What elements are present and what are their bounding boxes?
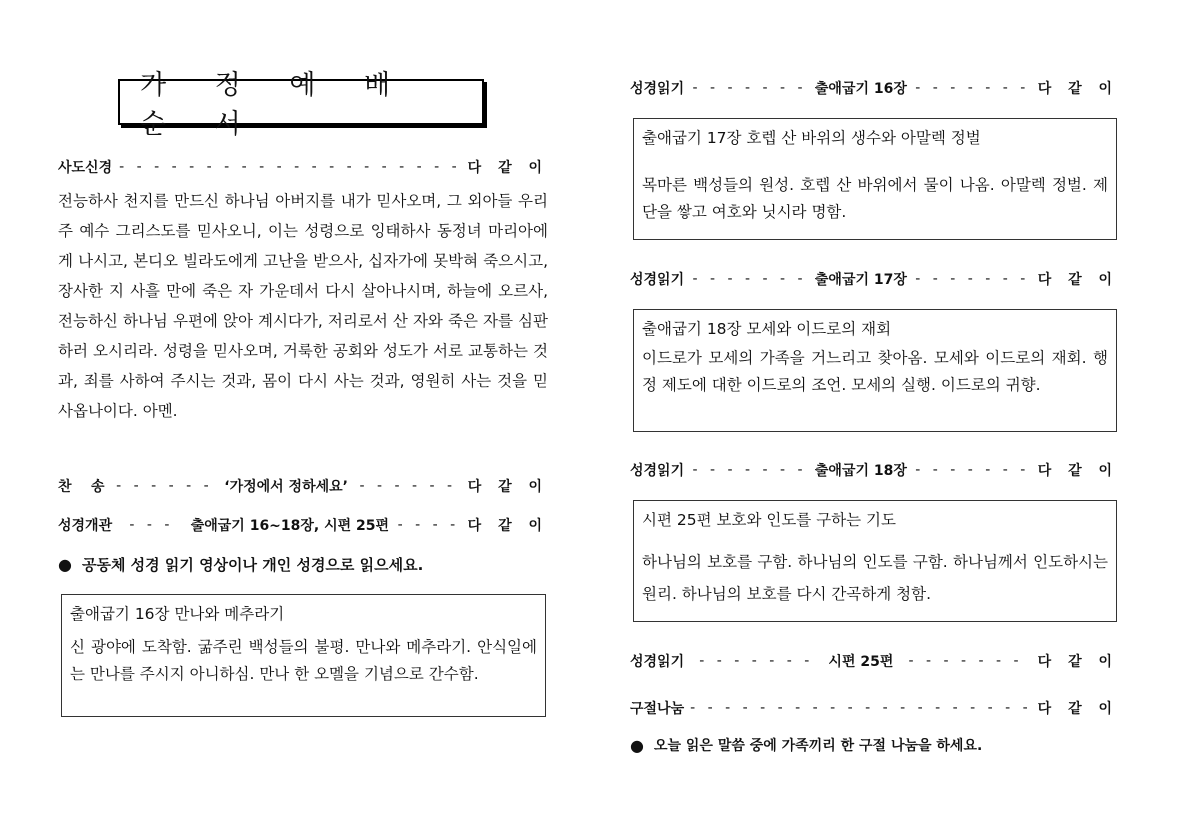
summary-body: 하나님의 보호를 구함. 하나님의 인도를 구함. 하나님께서 인도하시는 원리. 하나님의 보호를 다시 간곡하게 청함.: [642, 553, 1108, 603]
reading-row-3: [630, 460, 1118, 480]
reading-label: 성경읽기: [630, 463, 685, 479]
creed-dashes: - - - - - - - - - - - - - - - - - - - -: [119, 159, 461, 175]
hymn-dashes-b: - - - - - -: [359, 478, 457, 494]
reading-dashes-a: - - - - - - -: [692, 271, 807, 287]
reading-dashes-b: - - - - - - -: [915, 80, 1030, 96]
share-note: [630, 735, 982, 755]
creed-label: 사도신경: [58, 160, 113, 176]
reading-end: 다 같 이: [1037, 654, 1118, 670]
creed-end: 다 같 이: [467, 160, 548, 176]
reading-end: 다 같 이: [1037, 272, 1119, 288]
reading-row-2: [630, 269, 1118, 289]
summary-box-ex16: [61, 594, 546, 717]
summary-body: 신 광야에 도착함. 굶주린 백성들의 불평. 만나와 메추라기. 안식일에는 만나를 주시지 아니하심. 만나 한 오멜을 기념으로 간수함.: [70, 638, 537, 683]
reading-dashes-a: - - - - - - -: [692, 462, 807, 478]
summary-box-ps25: [633, 500, 1117, 622]
reading-passage: 출애굽기 18장: [814, 463, 907, 479]
reading-passage: 시편 25편: [828, 654, 894, 670]
summary-heading: 시편 25편 보호와 인도를 구하는 기도: [642, 511, 896, 529]
reading-label: 성경읽기: [630, 654, 685, 670]
overview-middle: 출애굽기 16~18장, 시편 25편: [190, 518, 390, 534]
reading-passage: 출애굽기 17장: [814, 272, 907, 288]
reading-dashes-a: - - - - - - -: [692, 80, 807, 96]
hymn-dashes-a: - - - - - -: [116, 478, 213, 494]
summary-heading: 출애굽기 18장 모세와 이드로의 재회: [642, 320, 892, 338]
summary-heading: 출애굽기 17장 호렙 산 바위의 생수와 아말렉 정벌: [642, 129, 981, 147]
reading-label: 성경읽기: [630, 81, 685, 97]
share-row: [630, 698, 1118, 718]
reading-end: 다 같 이: [1037, 81, 1119, 97]
bullet-icon: ●: [58, 555, 72, 574]
creed-row: [58, 157, 548, 177]
reading-dashes-b: - - - - - - -: [915, 462, 1030, 478]
reading-passage: 출애굽기 16장: [814, 81, 907, 97]
share-note-text: 오늘 읽은 말씀 중에 가족끼리 한 구절 나눔을 하세요.: [653, 738, 983, 754]
summary-box-ex17: [633, 118, 1117, 240]
hymn-end: 다 같 이: [467, 479, 549, 495]
reading-label: 성경읽기: [630, 272, 685, 288]
reading-end: 다 같 이: [1037, 463, 1119, 479]
share-dashes: - - - - - - - - - - - - - - - - - - - -: [690, 700, 1032, 716]
hymn-label: 찬 송: [58, 479, 105, 495]
reading-dashes-b: - - - - - - -: [915, 271, 1030, 287]
page-title: 가 정 예 배 순 서: [118, 79, 484, 125]
overview-row: [58, 515, 548, 535]
reading-note-text: 공동체 성경 읽기 영상이나 개인 성경으로 읽으세요.: [81, 556, 424, 574]
creed-text: 전능하사 천지를 만드신 하나님 아버지를 내가 믿사오며, 그 외아들 우리 주 예수 그리스도를 믿사오니, 이는 성령으로 잉태하사 동정녀 마리아에게 나시고, 본디오 빌라도에게 고난을 받으사, 십자가에 못박혀 죽으시고, 장사한 지 사흘 만에 죽은 자 가운데서 다시 살아나시며, 하늘에 오르사, 전능하신 하나님 우편에 앉아 계시다가, 저리로서 산 자와 죽은 자를 심판하러 오시리라. 성령을 믿사오며, 거룩한 공회와 성도가 서로 교통하는 것과, 죄를 사하여 주시는 것과, 몸이 다시 사는 것과, 영원히 사는 것을 믿사옵나이다. 아멘.: [58, 192, 548, 420]
overview-end: 다 같 이: [467, 518, 548, 534]
reading-row-4: [630, 651, 1118, 671]
overview-label: 성경개관: [58, 518, 113, 534]
summary-box-ex18: [633, 309, 1117, 432]
bullet-icon: ●: [630, 735, 644, 755]
reading-row-1: [630, 78, 1118, 98]
overview-dashes-a: - - -: [129, 517, 174, 533]
hymn-row: [58, 476, 548, 496]
reading-dashes-a: - - - - - - -: [699, 653, 814, 669]
reading-note: [58, 554, 423, 575]
share-label: 구절나눔: [630, 701, 685, 717]
share-end: 다 같 이: [1037, 701, 1118, 717]
summary-heading: 출애굽기 16장 만나와 메추라기: [70, 605, 285, 623]
summary-body: 이드로가 모세의 가족을 거느리고 찾아옴. 모세와 이드로의 재회. 행정 제도에 대한 이드로의 조언. 모세의 실행. 이드로의 귀향.: [642, 349, 1108, 394]
summary-body: 목마른 백성들의 원성. 호렙 산 바위에서 물이 나옴. 아말렉 정벌. 제단을 쌓고 여호와 닛시라 명함.: [642, 176, 1108, 221]
overview-dashes-b: - - - -: [397, 517, 460, 533]
reading-dashes-b: - - - - - - -: [908, 653, 1023, 669]
hymn-middle: ‘가정에서 정하세요’: [224, 479, 348, 495]
